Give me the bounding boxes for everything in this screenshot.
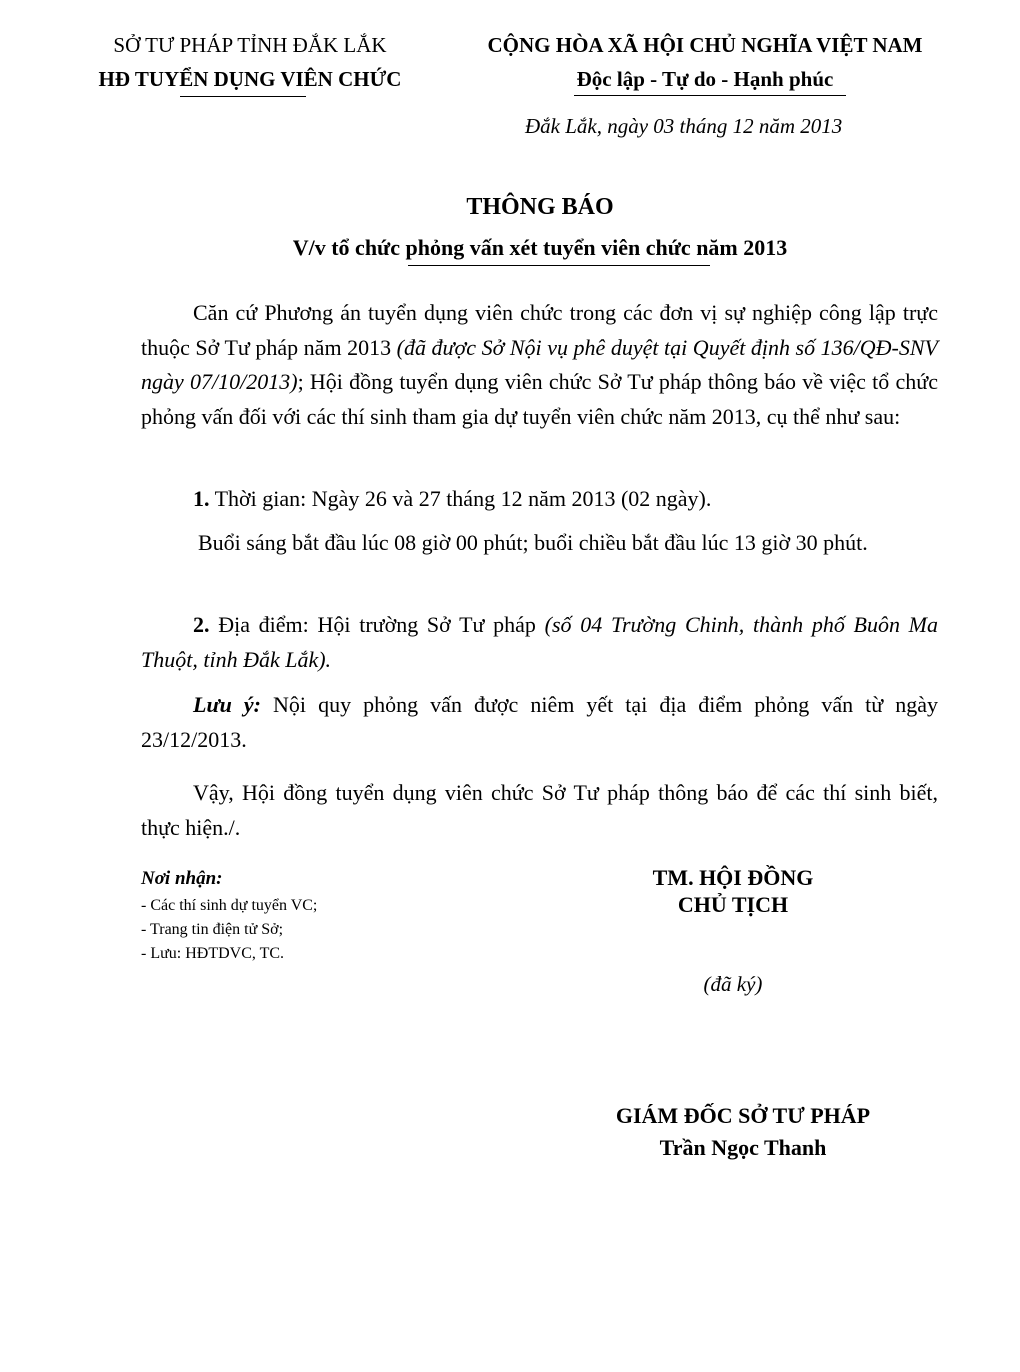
header-left-underline (180, 96, 306, 97)
signer-position: GIÁM ĐỐC SỞ TƯ PHÁP (615, 1103, 871, 1128)
subtitle-underline (408, 265, 710, 266)
closing-paragraph (141, 776, 938, 845)
council-name: HĐ TUYỂN DỤNG VIÊN CHỨC (98, 67, 402, 91)
recipients-label: Nơi nhận: (141, 868, 223, 889)
document-date: Đắk Lắk, ngày 03 tháng 12 năm 2013 (525, 114, 843, 138)
recipient-item: - Lưu: HĐTDVC, TC. (141, 945, 285, 962)
recipient-item: - Các thí sinh dự tuyển VC; (141, 897, 318, 914)
intro-text-1: Căn cứ Phương án tuyển dụng viên chức trong các đơn vị sự nghiệp công lập trực thuộc Sở Tư pháp năm 2013 (141, 300, 938, 360)
item-2-address: (số 04 Trường Chinh, thành phố Buôn Ma Thuột, tỉnh Đắk Lắk). (141, 612, 939, 672)
item-2-text: Địa điểm: Hội trường Sở Tư pháp (209, 612, 545, 637)
note-text: Nội quy phỏng vấn được niêm yết tại địa điểm phỏng vấn từ ngày 23/12/2013. (141, 692, 939, 752)
note-label: Lưu ý: (193, 692, 261, 717)
closing-text: Vậy, Hội đồng tuyển dụng viên chức Sở Tư pháp thông báo để các thí sinh biết, thực hiện./. (141, 780, 938, 840)
header-right-underline (574, 95, 846, 96)
national-motto: Độc lập - Tự do - Hạnh phúc (576, 67, 834, 91)
agency-name: SỞ TƯ PHÁP TỈNH ĐẮK LẮK (113, 33, 387, 57)
item-2-paragraph (141, 608, 938, 677)
national-title: CỘNG HÒA XÃ HỘI CHỦ NGHĨA VIỆT NAM (487, 33, 923, 57)
item-1-paragraph (141, 482, 938, 517)
intro-paragraph (141, 296, 938, 434)
signature-on-behalf: TM. HỘI ĐỒNG (652, 865, 814, 890)
item-1-detail: Buổi sáng bắt đầu lúc 08 giờ 00 phút; buổi chiều bắt đầu lúc 13 giờ 30 phút. (198, 530, 868, 555)
document-title: THÔNG BÁO (466, 194, 614, 220)
item-1-detail-paragraph (141, 526, 938, 561)
signer-name: Trần Ngọc Thanh (659, 1135, 827, 1160)
signed-note: (đã ký) (703, 972, 763, 996)
item-2-number: 2. (193, 612, 210, 637)
document-subtitle: V/v tổ chức phỏng vấn xét tuyển viên chức năm 2013 (292, 235, 788, 260)
intro-text-2: ; Hội đồng tuyển dụng viên chức Sở Tư pháp thông báo về việc tổ chức phỏng vấn đối với các thí sinh tham gia dự tuyển viên chức năm 2013, cụ thể như sau: (141, 369, 938, 429)
recipient-item: - Trang tin điện tử Sở; (141, 921, 284, 938)
intro-decision-reference: (đã được Sở Nội vụ phê duyệt tại Quyết định số 136/QĐ-SNV ngày 07/10/2013) (141, 334, 938, 394)
signature-title: CHỦ TỊCH (677, 892, 789, 917)
note-paragraph (141, 688, 938, 757)
item-1-text: Thời gian: Ngày 26 và 27 tháng 12 năm 2013 (02 ngày). (209, 486, 712, 511)
item-1-number: 1. (193, 486, 210, 511)
